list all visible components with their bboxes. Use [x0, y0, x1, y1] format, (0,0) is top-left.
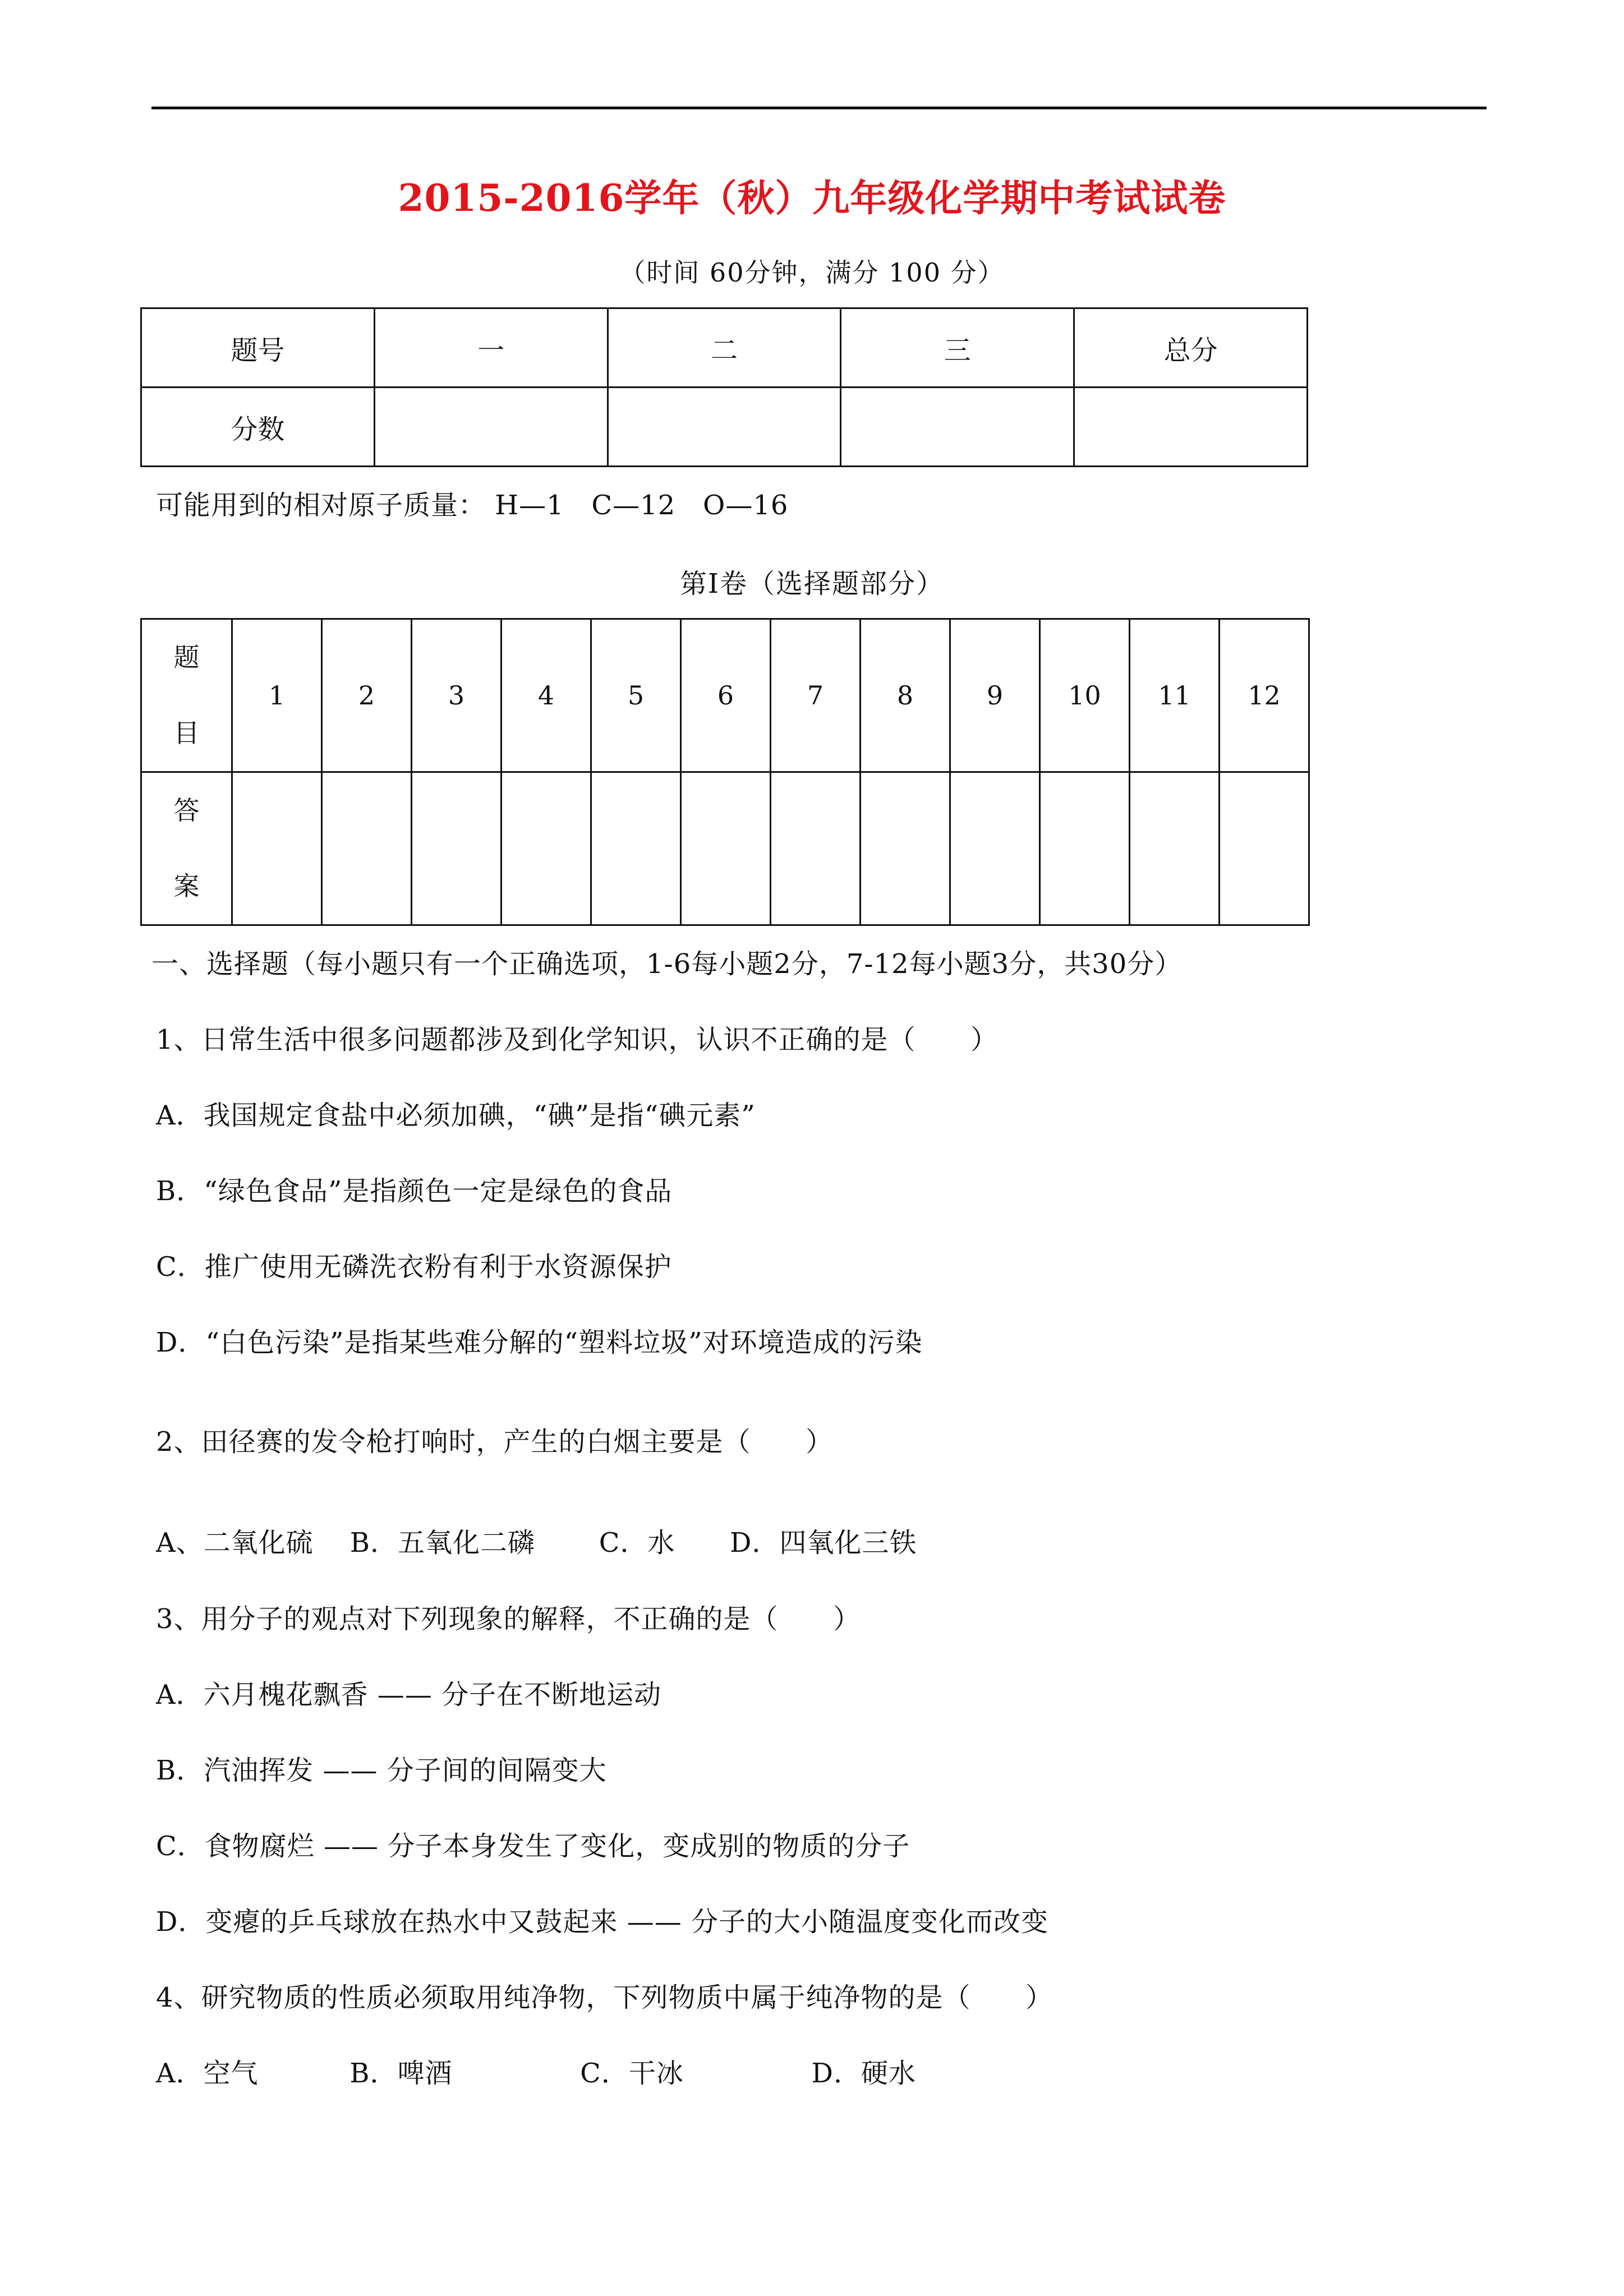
question-number-cell: 5	[591, 619, 681, 772]
score-table-header-cell: 题号	[141, 308, 375, 388]
score-table-header-cell: 一	[374, 308, 608, 388]
answer-cell[interactable]	[1220, 772, 1309, 925]
question-2-options: A、二氧化硫 B．五氧化二磷 C．水 D．四氧化三铁	[156, 1527, 917, 1559]
score-table-header-row	[141, 308, 1308, 388]
score-table-header-cell: 二	[608, 308, 841, 388]
score-cell[interactable]	[374, 388, 608, 467]
question-number-cell: 4	[502, 619, 591, 772]
question-1-option-b: B．“绿色食品”是指颜色一定是绿色的食品	[156, 1175, 673, 1207]
question-4-options: A．空气 B．啤酒 C．干冰 D．硬水	[156, 2058, 916, 2089]
answer-cell[interactable]	[681, 772, 771, 925]
question-number-cell: 1	[232, 619, 322, 772]
answer-cell[interactable]	[502, 772, 591, 925]
score-cell[interactable]	[608, 388, 841, 467]
question-number-cell: 12	[1220, 619, 1309, 772]
score-row-label: 分数	[141, 388, 375, 467]
question-1-option-d: D．“白色污染”是指某些难分解的“塑料垃圾”对环境造成的污染	[156, 1327, 923, 1358]
question-number-cell: 11	[1130, 619, 1220, 772]
question-4-stem: 4、研究物质的性质必须取用纯净物，下列物质中属于纯净物的是（ ）	[156, 1982, 1053, 2013]
answer-cell[interactable]	[412, 772, 502, 925]
exam-title: 2015-2016学年（秋）九年级化学期中考试试卷	[398, 176, 1226, 220]
answer-table-row-label: 题 目	[141, 619, 232, 772]
exam-subtitle: （时间 60分钟，满分 100 分）	[619, 257, 1005, 288]
question-1-option-a: A．我国规定食盐中必须加碘，“碘”是指“碘元素”	[156, 1100, 756, 1131]
question-number-cell: 6	[681, 619, 771, 772]
question-1-option-c: C．推广使用无磷洗衣粉有利于水资源保护	[156, 1251, 672, 1283]
answer-cell[interactable]	[232, 772, 322, 925]
question-3-stem: 3、用分子的观点对下列现象的解释，不正确的是（ ）	[156, 1603, 861, 1635]
question-number-cell: 7	[771, 619, 861, 772]
score-table-header-cell: 三	[841, 308, 1074, 388]
question-3-option-b: B．汽油挥发 —— 分子间的间隔变大	[156, 1755, 607, 1786]
answer-cell[interactable]	[861, 772, 950, 925]
section-title: 第Ⅰ卷（选择题部分）	[680, 568, 944, 600]
question-3-option-c: C．食物腐烂 —— 分子本身发生了变化，变成别的物质的分子	[156, 1831, 910, 1862]
question-number-cell: 3	[412, 619, 502, 772]
score-cell[interactable]	[1074, 388, 1308, 467]
answer-cell[interactable]	[771, 772, 861, 925]
score-cell[interactable]	[841, 388, 1074, 467]
question-number-cell: 8	[861, 619, 950, 772]
answer-cell[interactable]	[1130, 772, 1220, 925]
question-number-cell: 9	[950, 619, 1040, 772]
question-number-cell: 10	[1040, 619, 1130, 772]
question-3-option-d: D．变瘪的乒乓球放在热水中又鼓起来 —— 分子的大小随温度变化而改变	[156, 1906, 1049, 1938]
question-1-stem: 1、日常生活中很多问题都涉及到化学知识，认识不正确的是（ ）	[156, 1024, 999, 1055]
answer-cell[interactable]	[950, 772, 1040, 925]
part1-heading: 一、选择题（每小题只有一个正确选项，1-6每小题2分，7-12每小题3分，共30分）	[151, 948, 1183, 980]
atomic-mass-note: 可能用到的相对原子质量： H—1 C—12 O—16	[156, 490, 789, 521]
answer-table-answer-row	[141, 772, 1309, 925]
answer-table-row-label: 答 案	[141, 772, 232, 925]
answer-cell[interactable]	[591, 772, 681, 925]
question-3-option-a: A．六月槐花飘香 —— 分子在不断地运动	[156, 1679, 662, 1711]
answer-cell[interactable]	[322, 772, 412, 925]
answer-table	[140, 618, 1310, 926]
top-rule	[151, 107, 1487, 109]
score-table-header-cell: 总分	[1074, 308, 1308, 388]
score-table-score-row	[141, 388, 1308, 467]
answer-cell[interactable]	[1040, 772, 1130, 925]
question-2-stem: 2、田径赛的发令枪打响时，产生的白烟主要是（ ）	[156, 1426, 834, 1458]
question-number-cell: 2	[322, 619, 412, 772]
answer-table-number-row	[141, 619, 1309, 772]
score-table	[140, 307, 1308, 467]
